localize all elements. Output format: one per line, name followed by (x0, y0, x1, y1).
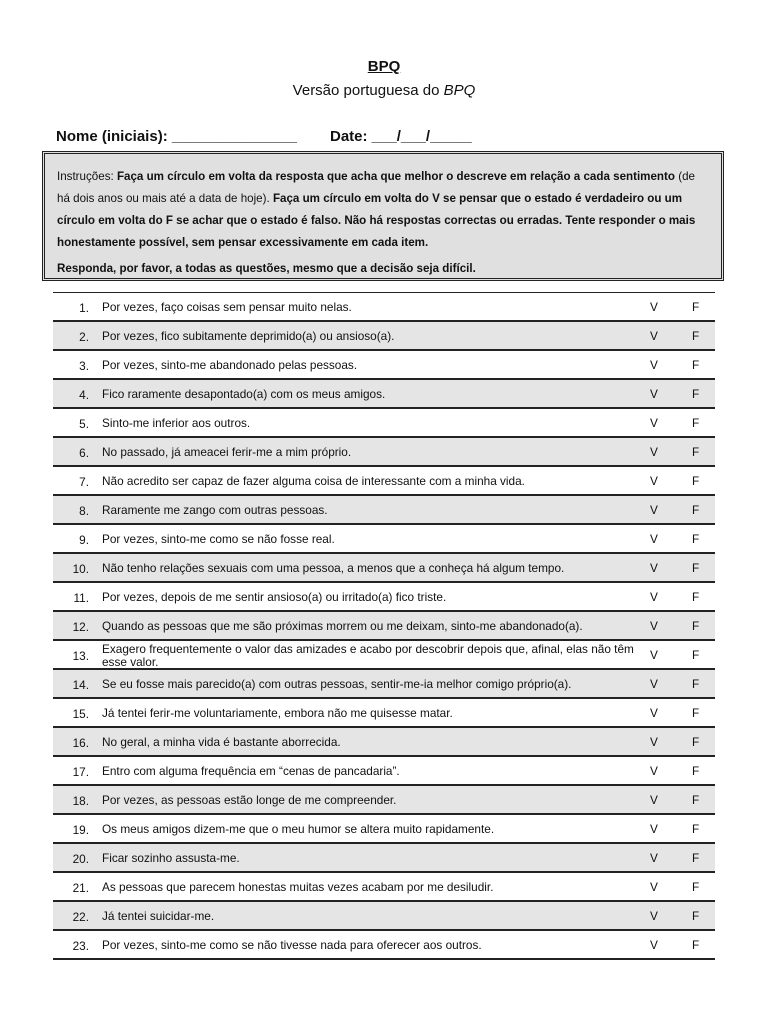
instructions-bold-2: Faça um círculo em volta do V se pensar que o estado é verdadeiro ou um círculo em volta do F se achar que o estado é falso. Não há respostas correctas ou erradas. Tente responder o mais honestamente possível, sem pensar excessivamente em cada item. (57, 192, 696, 249)
question-text: Ficar sozinho assusta-me. (102, 851, 240, 865)
question-number: 21. (72, 881, 89, 895)
question-list (53, 292, 715, 960)
question-number: 2. (79, 330, 89, 344)
subtitle-italic: BPQ (443, 82, 476, 99)
question-text: Entro com alguma frequência em “cenas de pancadaria”. (102, 764, 400, 778)
question-number: 17. (72, 765, 89, 779)
question-text: Os meus amigos dizem-me que o meu humor se altera muito rapidamente. (102, 822, 495, 836)
question-text: Por vezes, sinto-me como se não tivesse nada para oferecer aos outros. (102, 938, 482, 952)
answer-false-option[interactable]: F (692, 735, 700, 749)
instructions-bold-1: Faça um círculo em volta da resposta que acha que melhor o descreve em relação a cada sentimento (116, 170, 675, 183)
question-text: Já tentei ferir-me voluntariamente, embora não me quisesse matar. (102, 706, 453, 720)
answer-false-option[interactable]: F (692, 938, 700, 952)
answer-false-option[interactable]: F (692, 300, 700, 314)
question-number: 15. (72, 707, 89, 721)
instructions-text (57, 166, 709, 254)
answer-false-option[interactable]: F (692, 590, 700, 604)
answer-true-option[interactable]: V (650, 822, 658, 836)
question-number: 7. (79, 475, 89, 489)
question-text: Já tentei suicidar-me. (102, 909, 215, 923)
question-text: No geral, a minha vida é bastante aborrecida. (102, 735, 341, 749)
question-number: 10. (72, 562, 89, 576)
answer-true-option[interactable]: V (650, 648, 658, 662)
question-text: Se eu fosse mais parecido(a) com outras pessoas, sentir-me-ia melhor comigo próprio(a). (102, 677, 572, 691)
answer-false-option[interactable]: F (692, 880, 700, 894)
question-number: 11. (73, 591, 89, 605)
question-text: Por vezes, as pessoas estão longe de me compreender. (102, 793, 397, 807)
answer-false-option[interactable]: F (692, 851, 700, 865)
answer-true-option[interactable]: V (650, 764, 658, 778)
answer-true-option[interactable]: V (650, 938, 658, 952)
question-text: Por vezes, depois de me sentir ansioso(a) ou irritado(a) fico triste. (102, 590, 447, 604)
answer-false-option[interactable]: F (692, 416, 700, 430)
question-text: Fico raramente desapontado(a) com os meus amigos. (102, 387, 386, 401)
question-number: 20. (72, 852, 89, 866)
question-number: 14. (72, 678, 89, 692)
answer-true-option[interactable]: V (650, 358, 658, 372)
question-number: 1. (79, 301, 89, 315)
answer-true-option[interactable]: V (650, 561, 658, 575)
answer-true-option[interactable]: V (650, 532, 658, 546)
question-text: Exagero frequentemente o valor das amizades e acabo por descobrir depois que, afinal, elas não têm esse valor. (102, 642, 634, 669)
question-number: 3. (79, 359, 89, 373)
answer-true-option[interactable]: V (650, 677, 658, 691)
question-row (53, 351, 715, 380)
question-row (53, 380, 715, 409)
question-row (53, 728, 715, 757)
answer-false-option[interactable]: F (692, 387, 700, 401)
answer-false-option[interactable]: F (692, 329, 700, 343)
answer-false-option[interactable]: F (692, 619, 700, 633)
answer-true-option[interactable]: V (650, 300, 658, 314)
question-row (53, 612, 715, 641)
question-row (53, 757, 715, 786)
question-number: 6. (79, 446, 89, 460)
answer-true-option[interactable]: V (650, 329, 658, 343)
instructions-box (42, 151, 724, 281)
answer-false-option[interactable]: F (692, 532, 700, 546)
answer-false-option[interactable]: F (692, 358, 700, 372)
answer-true-option[interactable]: V (650, 416, 658, 430)
question-text: Não acredito ser capaz de fazer alguma coisa de interessante com a minha vida. (102, 474, 525, 488)
question-text: Não tenho relações sexuais com uma pessoa, a menos que a conheça há algum tempo. (102, 561, 565, 575)
answer-true-option[interactable]: V (650, 445, 658, 459)
question-row (53, 554, 715, 583)
answer-false-option[interactable]: F (692, 706, 700, 720)
question-row (53, 641, 715, 670)
question-number: 13. (72, 649, 89, 663)
answer-true-option[interactable]: V (650, 880, 658, 894)
answer-true-option[interactable]: V (650, 851, 658, 865)
question-row (53, 815, 715, 844)
answer-false-option[interactable]: F (692, 909, 700, 923)
answer-true-option[interactable]: V (650, 793, 658, 807)
answer-false-option[interactable]: F (692, 764, 700, 778)
question-number: 12. (72, 620, 89, 634)
answer-true-option[interactable]: V (650, 619, 658, 633)
question-row (53, 467, 715, 496)
answer-false-option[interactable]: F (692, 474, 700, 488)
answer-true-option[interactable]: V (650, 590, 658, 604)
answer-false-option[interactable]: F (692, 648, 700, 662)
answer-false-option[interactable]: F (692, 445, 700, 459)
question-row (53, 525, 715, 554)
answer-false-option[interactable]: F (692, 677, 700, 691)
form-title: BPQ (367, 58, 401, 75)
question-number: 8. (79, 504, 89, 518)
date-field[interactable]: Date: ___/___/_____ (330, 128, 472, 145)
instructions-bold-3: Responda, por favor, a todas as questões, mesmo que a decisão seja difícil. (57, 262, 476, 275)
subtitle-text: Versão portuguesa do (292, 82, 444, 99)
answer-false-option[interactable]: F (692, 561, 700, 575)
question-text: Por vezes, sinto-me abandonado pelas pessoas. (102, 358, 358, 372)
question-row (53, 293, 715, 322)
question-row (53, 438, 715, 467)
question-text: Por vezes, sinto-me como se não fosse real. (102, 532, 335, 546)
question-row (53, 844, 715, 873)
question-number: 9. (79, 533, 89, 547)
question-text: Quando as pessoas que me são próximas morrem ou me deixam, sinto-me abandonado(a). (102, 619, 583, 633)
answer-true-option[interactable]: V (650, 474, 658, 488)
answer-true-option[interactable]: V (650, 387, 658, 401)
question-row (53, 670, 715, 699)
question-number: 16. (72, 736, 89, 750)
answer-false-option[interactable]: F (692, 793, 700, 807)
question-row (53, 322, 715, 351)
answer-true-option[interactable]: V (650, 909, 658, 923)
question-text: No passado, já ameacei ferir-me a mim próprio. (102, 445, 352, 459)
instructions-label: Instruções: (57, 170, 114, 183)
question-text: Sinto-me inferior aos outros. (102, 416, 251, 430)
question-number: 4. (79, 388, 89, 402)
question-row (53, 583, 715, 612)
question-text: Raramente me zango com outras pessoas. (102, 503, 328, 517)
question-row (53, 786, 715, 815)
question-text: Por vezes, faço coisas sem pensar muito nelas. (102, 300, 352, 314)
answer-true-option[interactable]: V (650, 735, 658, 749)
question-row (53, 496, 715, 525)
question-row (53, 902, 715, 931)
name-field[interactable]: Nome (iniciais): _______________ (56, 128, 297, 145)
form-subtitle (0, 82, 768, 99)
answer-false-option[interactable]: F (692, 503, 700, 517)
instructions-normal-1: (de há dois anos ou mais até a data de hoje). (57, 170, 695, 205)
question-row (53, 931, 715, 960)
question-number: 18. (72, 794, 89, 808)
answer-false-option[interactable]: F (692, 822, 700, 836)
question-number: 5. (79, 417, 89, 431)
question-number: 23. (72, 939, 89, 953)
question-text: As pessoas que parecem honestas muitas vezes acabam por me desiludir. (102, 880, 494, 894)
question-row (53, 873, 715, 902)
question-number: 22. (72, 910, 89, 924)
question-row (53, 699, 715, 728)
instructions-final (57, 258, 709, 280)
question-row (53, 409, 715, 438)
question-number: 19. (72, 823, 89, 837)
answer-true-option[interactable]: V (650, 706, 658, 720)
answer-true-option[interactable]: V (650, 503, 658, 517)
question-text: Por vezes, fico subitamente deprimido(a) ou ansioso(a). (102, 329, 395, 343)
